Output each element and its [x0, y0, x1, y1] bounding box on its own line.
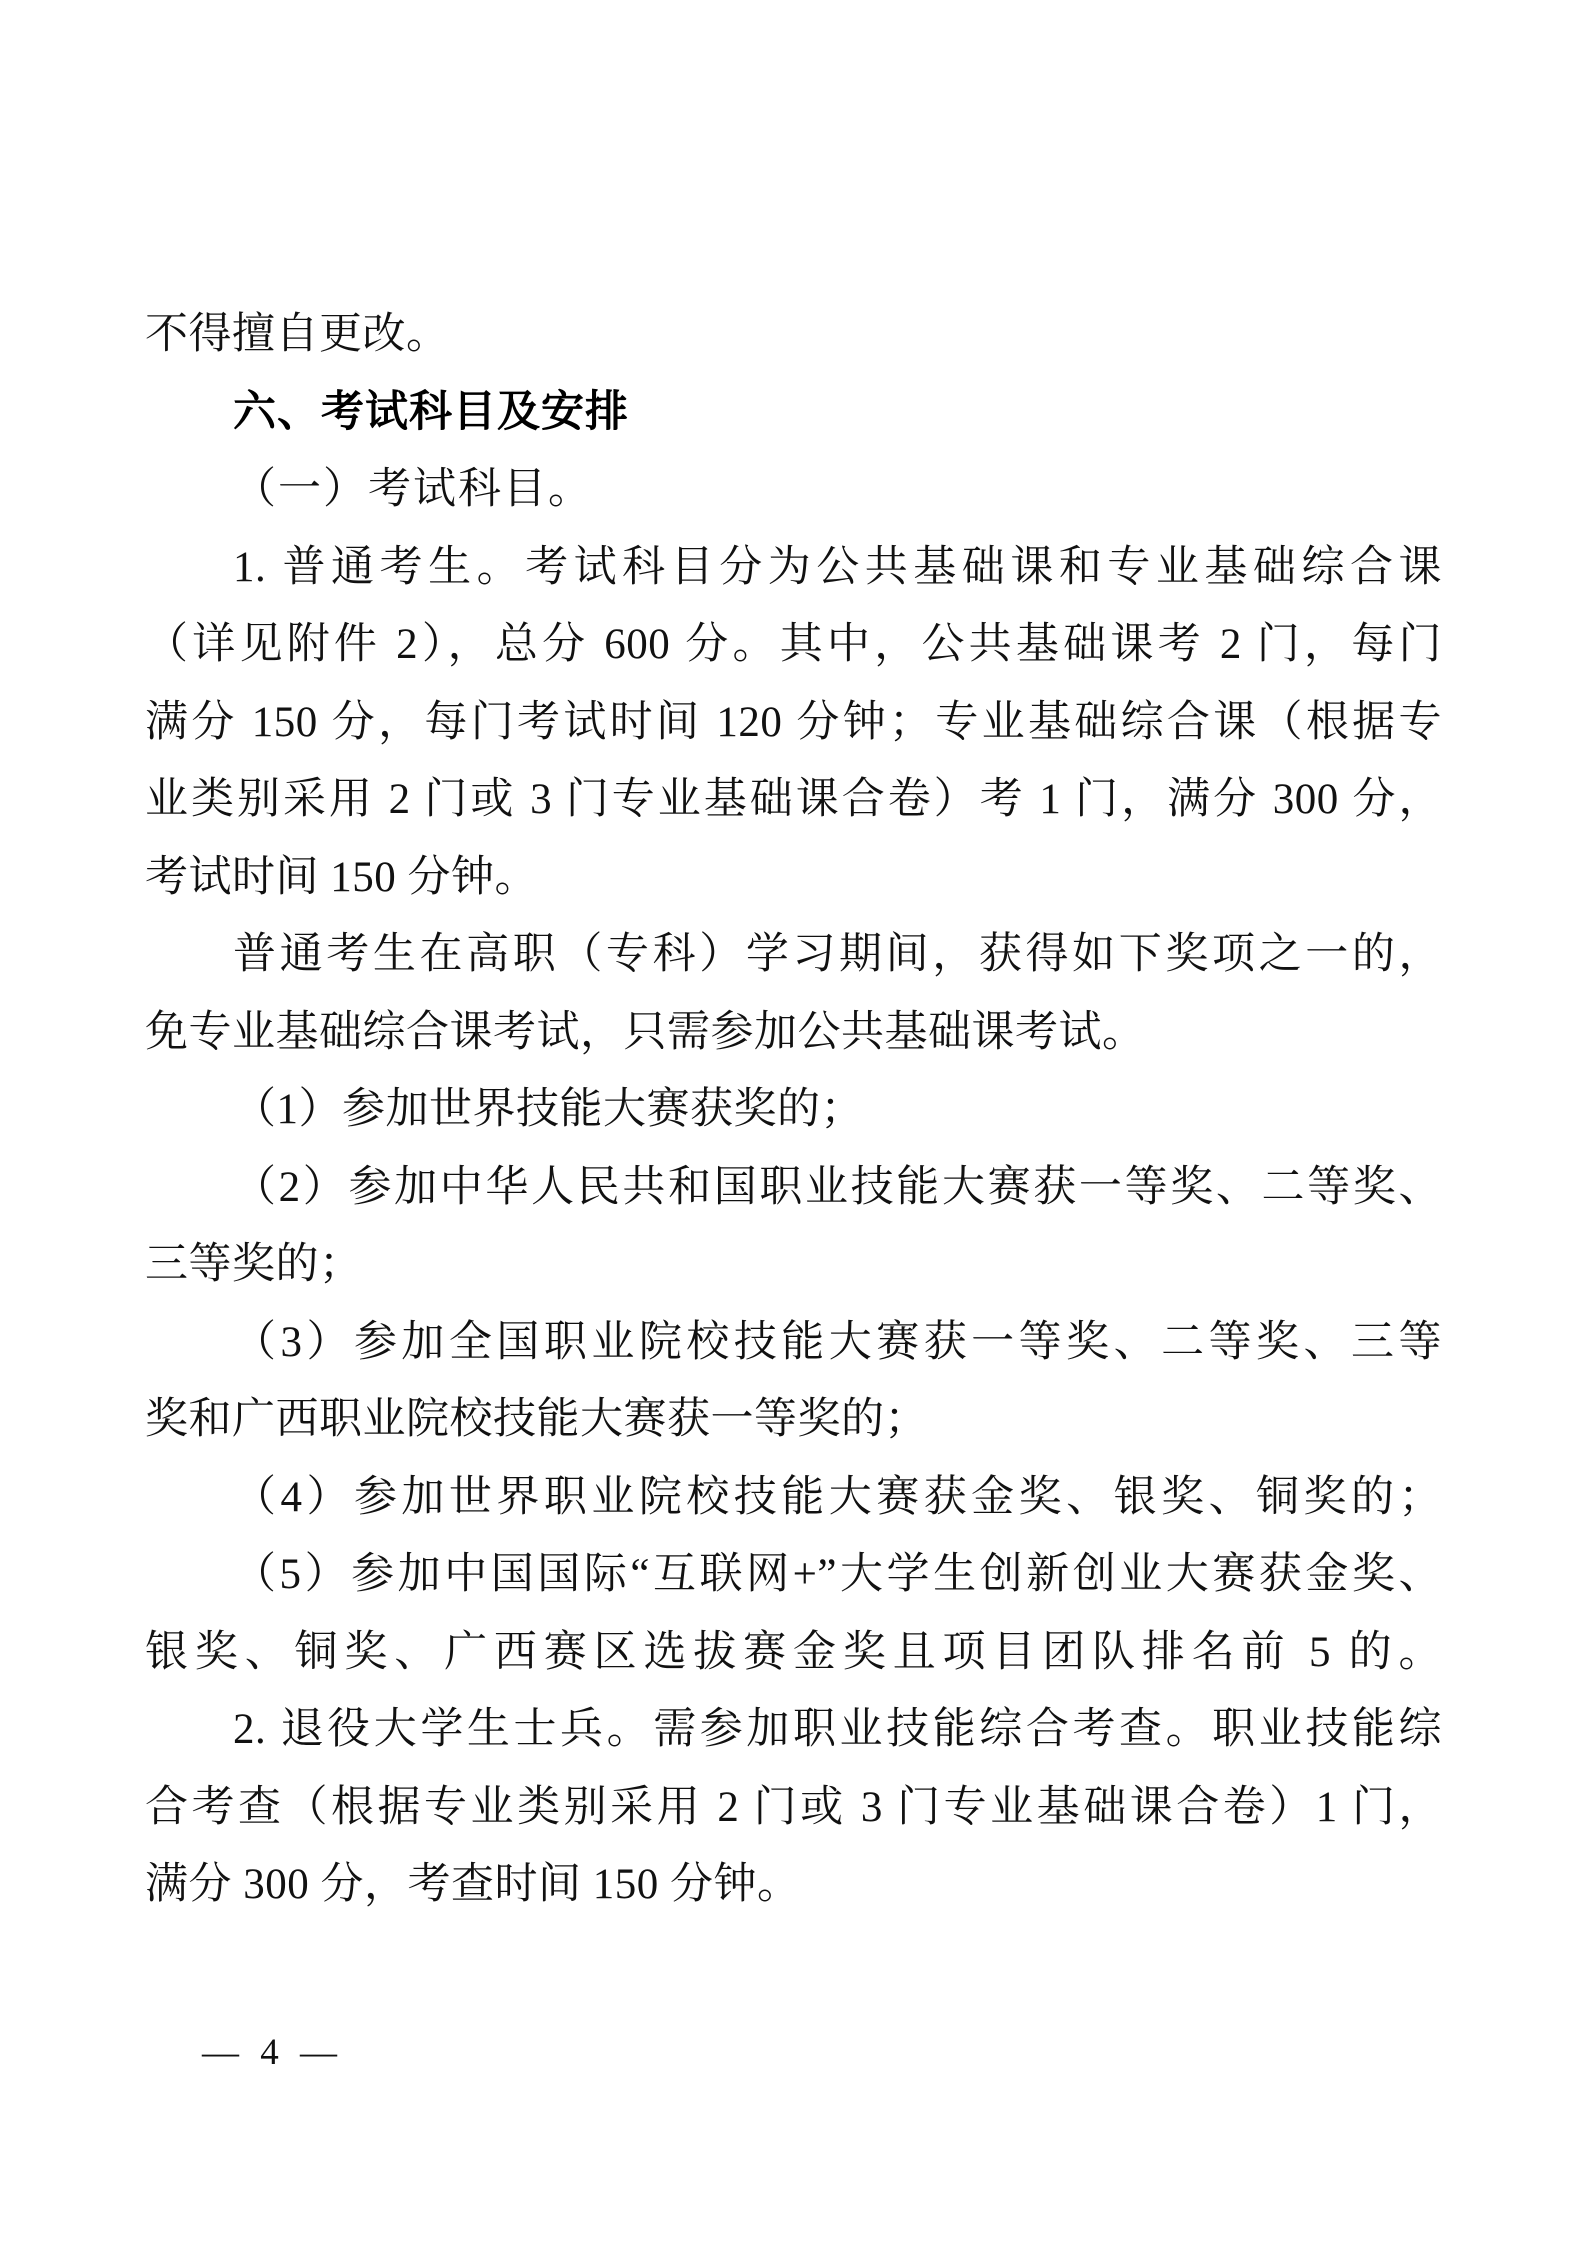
- page-number: — 4 —: [202, 2032, 343, 2073]
- paragraph-line: 满分 300 分，考查时间 150 分钟。: [145, 1861, 801, 1908]
- list-item-line: （5）参加中国国际“互联网+”大学生创新创业大赛获金奖、: [233, 1551, 1442, 1598]
- document-body: [145, 296, 1442, 1924]
- paragraph-line: 普通考生在高职（专科）学习期间，获得如下奖项之一的，: [233, 931, 1442, 978]
- paragraph-line: 满分 150 分，每门考试时间 120 分钟；专业基础综合课（根据专: [145, 698, 1442, 746]
- list-item-line: 三等奖的；: [145, 1241, 363, 1288]
- paragraph-line: 业类别采用 2 门或 3 门专业基础课合卷）考 1 门，满分 300 分，: [145, 776, 1442, 823]
- list-item-line: （4）参加世界职业院校技能大赛获金奖、银奖、铜奖的；: [233, 1473, 1442, 1521]
- paragraph-line: 2. 退役大学生士兵。需参加职业技能综合考查。职业技能综: [233, 1706, 1442, 1753]
- list-item-line: （1）参加世界技能大赛获奖的；: [233, 1086, 864, 1133]
- paragraph-line: 合考查（根据专业类别采用 2 门或 3 门专业基础课合卷）1 门，: [145, 1783, 1442, 1831]
- list-item-line: 银奖、铜奖、广西赛区选拔赛金奖且项目团队排名前 5 的。: [145, 1628, 1442, 1676]
- paragraph-line: 免专业基础综合课考试，只需参加公共基础课考试。: [145, 1008, 1146, 1056]
- list-item-line: （2）参加中华人民共和国职业技能大赛获一等奖、二等奖、: [233, 1163, 1442, 1211]
- paragraph-line: 不得擅自更改。: [145, 311, 450, 358]
- paragraph-line: 1. 普通考生。考试科目分为公共基础课和专业基础综合课: [233, 543, 1442, 591]
- list-item-line: （3）参加全国职业院校技能大赛获一等奖、二等奖、三等: [233, 1318, 1442, 1366]
- list-item-line: 奖和广西职业院校技能大赛获一等奖的；: [145, 1396, 928, 1443]
- paragraph-line: 考试时间 150 分钟。: [145, 853, 538, 901]
- paragraph-line: （详见附件 2），总分 600 分。其中，公共基础课考 2 门，每门: [145, 621, 1442, 668]
- subsection-heading: （一）考试科目。: [233, 466, 593, 513]
- section-heading: 六、考试科目及安排: [233, 387, 629, 436]
